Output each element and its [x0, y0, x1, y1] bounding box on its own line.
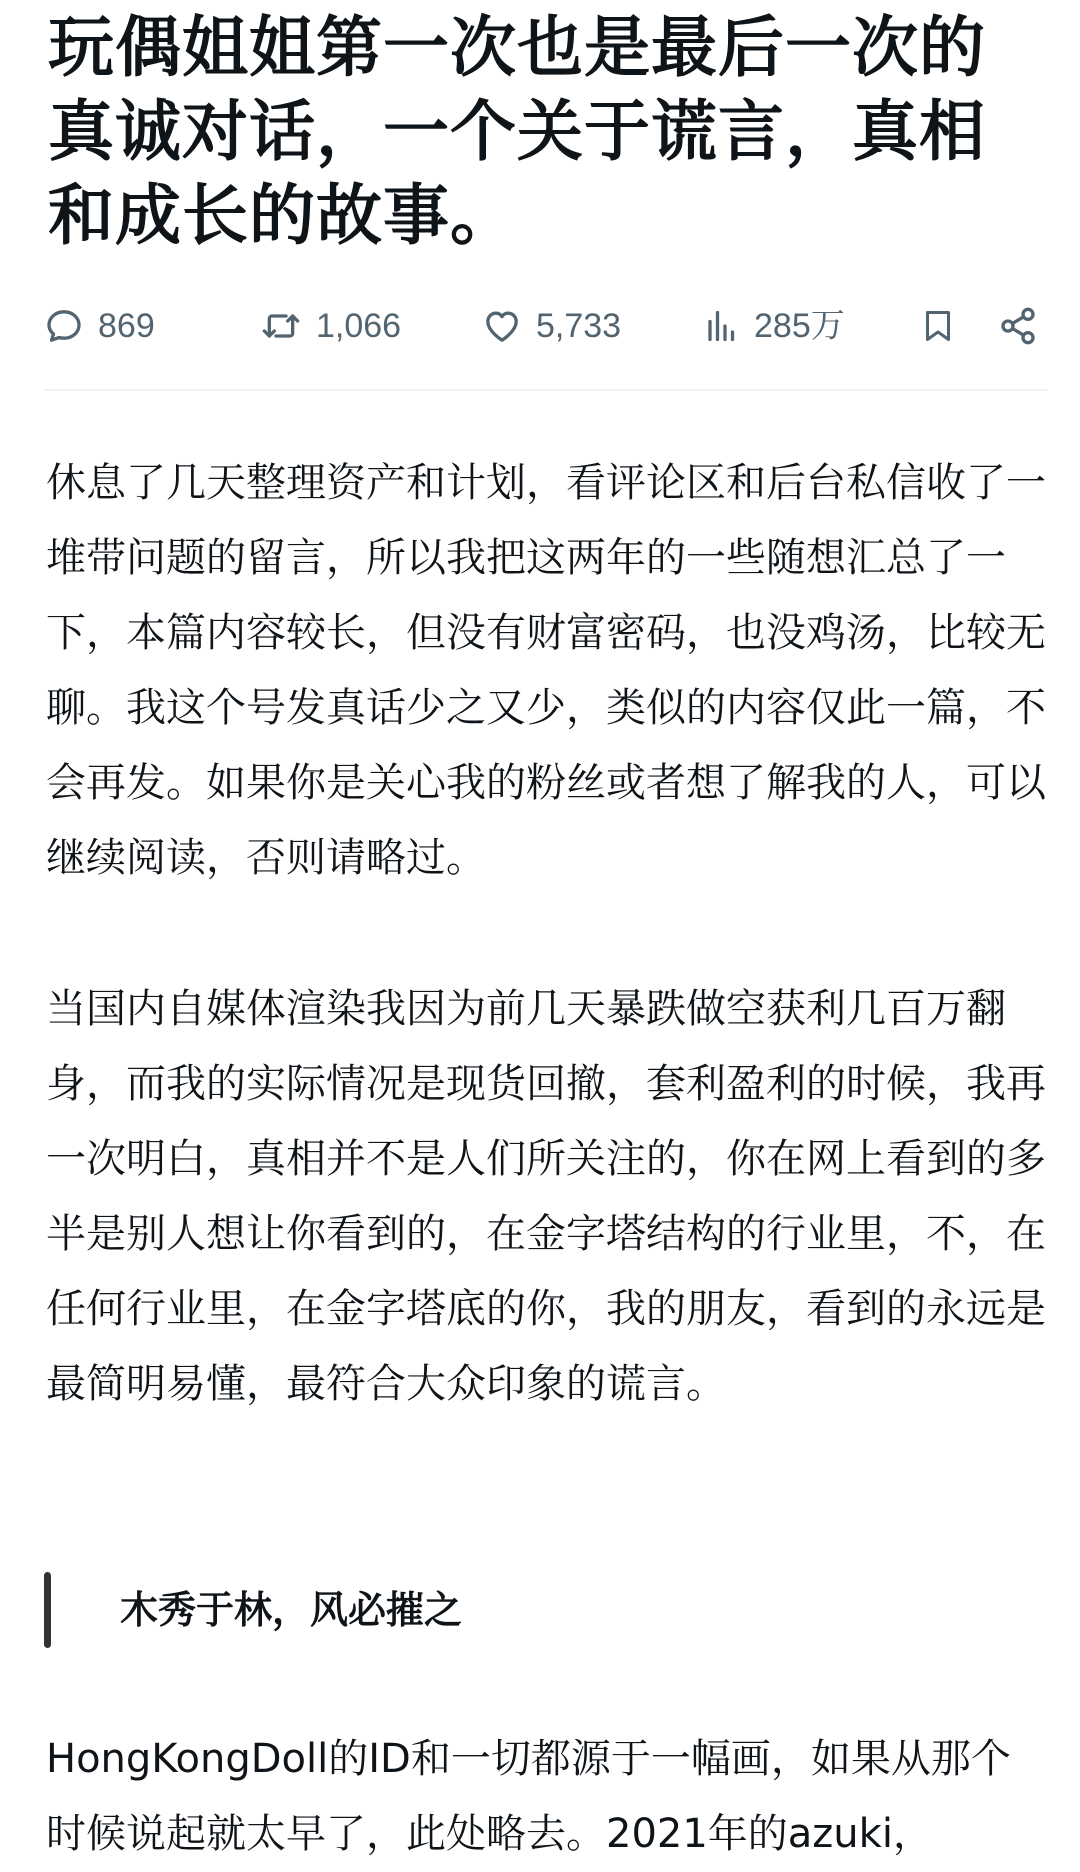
views-icon	[704, 306, 740, 346]
retweet-button[interactable]	[260, 296, 401, 356]
reply-button[interactable]	[44, 296, 155, 356]
post-title: 玩偶姐姐第一次也是最后一次的真诚对话，一个关于谎言，真相和成长的故事。	[48, 9, 986, 254]
body-paragraph-2: 当国内自媒体渲染我因为前几天暴跌做空获利几百万翻身，而我的实际情况是现货回撤，套利盈利的时候，我再一次明白，真相并不是人们所关注的，你在网上看到的多半是别人想让你看到的，在金字塔结构的行业里，不，在任何行业里，在金字塔底的你，我的朋友，看到的永远是最简明易懂，最符合大众印象的谎言。	[46, 986, 1046, 1407]
body-paragraph-3: HongKongDoll的ID和一切都源于一幅画，如果从那个时候说起就太早了，此处略去。2021年的azuki，	[46, 1736, 1011, 1857]
reply-icon	[44, 306, 84, 346]
like-count: 5,733	[536, 307, 622, 345]
views-count: 285万	[754, 307, 845, 345]
like-button[interactable]	[482, 296, 621, 356]
quote-bar	[44, 1572, 51, 1648]
quote-text: 木秀于林，风必摧之	[120, 1588, 463, 1632]
bookmark-button[interactable]	[920, 296, 956, 356]
share-icon	[998, 306, 1038, 346]
heart-icon	[482, 306, 522, 346]
divider	[44, 389, 1048, 391]
blockquote	[44, 1572, 1044, 1648]
bookmark-icon	[920, 305, 956, 347]
share-button[interactable]	[998, 296, 1038, 356]
body-paragraph-1: 休息了几天整理资产和计划，看评论区和后台私信收了一堆带问题的留言，所以我把这两年的一些随想汇总了一下，本篇内容较长，但没有财富密码，也没鸡汤，比较无聊。我这个号发真话少之又少，类似的内容仅此一篇，不会再发。如果你是关心我的粉丝或者想了解我的人，可以继续阅读，否则请略过。	[46, 460, 1046, 881]
action-bar	[44, 296, 1044, 356]
views-button[interactable]	[704, 296, 845, 356]
retweet-icon	[260, 306, 302, 346]
reply-count: 869	[98, 307, 155, 345]
retweet-count: 1,066	[316, 307, 402, 345]
